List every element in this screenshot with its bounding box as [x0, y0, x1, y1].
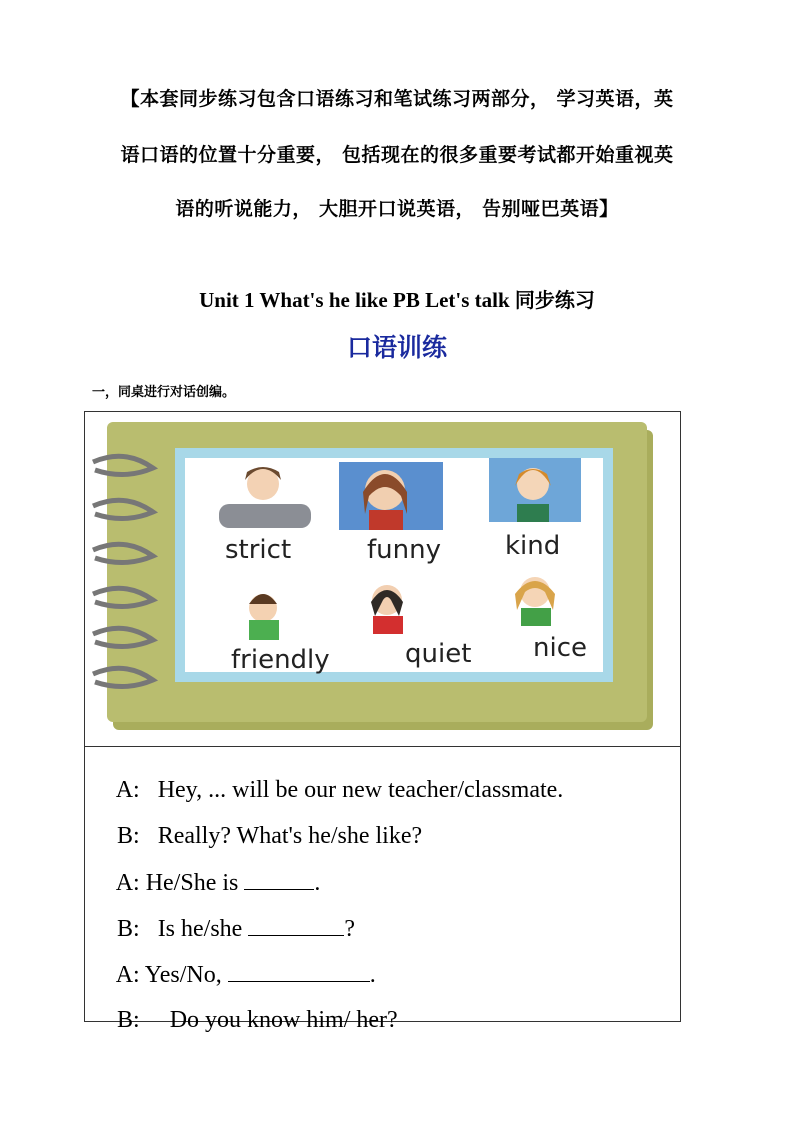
word-friendly: friendly [231, 645, 330, 675]
speaker-label: A: [115, 777, 140, 803]
speaker-label: B: [117, 823, 140, 849]
exercise-heading: 一，同桌进行对话创编。 [92, 385, 236, 400]
word-strict: strict [225, 535, 292, 565]
dialogue-punct: . [369, 962, 376, 988]
answer-blank[interactable] [228, 961, 370, 982]
dialogue-text: Is he/she [157, 916, 249, 942]
word-kind: kind [505, 531, 561, 561]
speaker-label: B: [117, 916, 140, 942]
intro-line-2: 语口语的位置十分重要， 包括现在的很多重要考试都开始重视英 [120, 144, 674, 166]
dialogue-punct: . [314, 870, 321, 896]
title-english: Unit 1 What's he like PB Let's talk [199, 288, 510, 312]
section-subtitle: 口语训练 [346, 333, 447, 362]
dialogue-text: Do you know him/ her? [169, 1007, 398, 1033]
notebook-illustration [85, 412, 680, 747]
dialogue-text: Yes/No, [144, 962, 228, 988]
exercise-table [84, 411, 681, 1033]
dialogue-text: Really? What's he/she like? [157, 823, 423, 849]
intro-line-3: 语的听说能力， 大胆开口说英语， 告别哑巴英语】 [175, 198, 619, 220]
speaker-label: B: [117, 1007, 140, 1033]
page-title [0, 284, 794, 313]
dialogue-text: He/She is [145, 870, 245, 896]
word-funny: funny [367, 535, 441, 565]
title-chinese: 同步练习 [514, 288, 595, 312]
speaker-label: A: [115, 962, 140, 988]
dialogue-text: Hey, ... will be our new teacher/classmate. [157, 777, 564, 803]
dialogue-punct: ? [344, 916, 355, 942]
funny-teacher-photo [339, 462, 443, 530]
speaker-label: A: [115, 870, 140, 896]
kind-teacher-photo [489, 458, 581, 522]
intro-line-1: 【本套同步练习包含口语练习和笔试练习两部分， 学习英语，英 [120, 88, 674, 110]
dialogue-line [93, 980, 398, 1061]
word-nice: nice [533, 633, 587, 663]
quiet-girl-figure [371, 585, 403, 634]
answer-blank[interactable] [248, 915, 344, 936]
word-quiet: quiet [405, 639, 472, 669]
answer-blank[interactable] [244, 869, 314, 890]
